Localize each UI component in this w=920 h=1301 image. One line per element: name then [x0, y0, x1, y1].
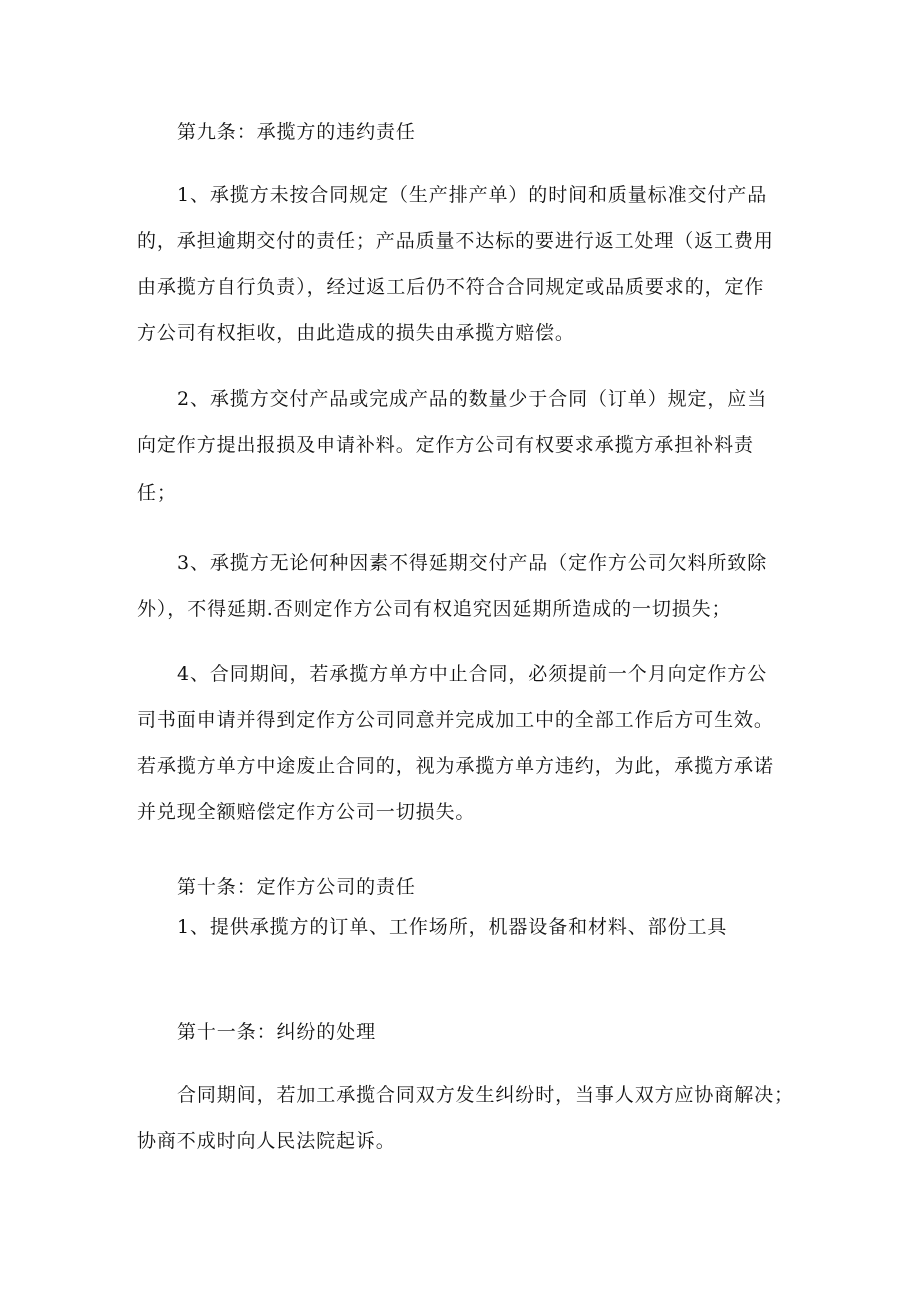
section-9-clause-2-line-3: 任； [137, 482, 177, 504]
section-9-clause-1-line-4: 方公司有权拒收，由此造成的损失由承揽方赔偿。 [137, 322, 575, 344]
section-9-clause-3-line-2: 外），不得延期.否则定作方公司有权追究因延期所造成的一切损失； [137, 598, 732, 620]
section-9-clause-2-line-1: 2、承揽方交付产品或完成产品的数量少于合同（订单）规定，应当 [177, 388, 768, 410]
section-9-clause-3-line-1: 3、承揽方无论何种因素不得延期交付产品（定作方公司欠料所致除 [177, 552, 768, 574]
section-9-clause-4-line-3: 若承揽方单方中途废止合同的，视为承揽方单方违约，为此，承揽方承诺 [137, 755, 774, 777]
section-9-clause-4-line-2: 司书面申请并得到定作方公司同意并完成加工中的全部工作后方可生效。 [137, 709, 774, 731]
section-9-clause-4-line-4: 并兑现全额赔偿定作方公司一切损失。 [137, 801, 476, 823]
section-9-clause-1-line-2: 的，承担逾期交付的责任；产品质量不达标的要进行返工处理（返工费用 [137, 230, 774, 252]
section-11-paragraph-line-1: 合同期间，若加工承揽合同双方发生纠纷时，当事人双方应协商解决； [177, 1084, 794, 1106]
section-9-clause-2-line-2: 向定作方提出报损及申请补料。定作方公司有权要求承揽方承担补料责 [137, 434, 754, 456]
section-11-heading: 第十一条：纠纷的处理 [177, 1021, 377, 1043]
section-9-heading: 第九条：承揽方的违约责任 [177, 121, 416, 143]
section-10-heading: 第十条：定作方公司的责任 [177, 876, 416, 898]
section-9-clause-4-line-1: 4、合同期间，若承揽方单方中止合同，必须提前一个月向定作方公 [177, 663, 768, 685]
section-11-paragraph-line-2: 协商不成时向人民法院起诉。 [137, 1130, 396, 1152]
section-9-clause-1-line-1: 1、承揽方未按合同规定（生产排产单）的时间和质量标准交付产品 [177, 184, 768, 206]
section-9-clause-1-line-3: 由承揽方自行负责），经过返工后仍不符合合同规定或品质要求的，定作 [137, 276, 765, 298]
section-10-clause-1-line-1: 1、提供承揽方的订单、工作场所，机器设备和材料、部份工具 [177, 916, 728, 938]
